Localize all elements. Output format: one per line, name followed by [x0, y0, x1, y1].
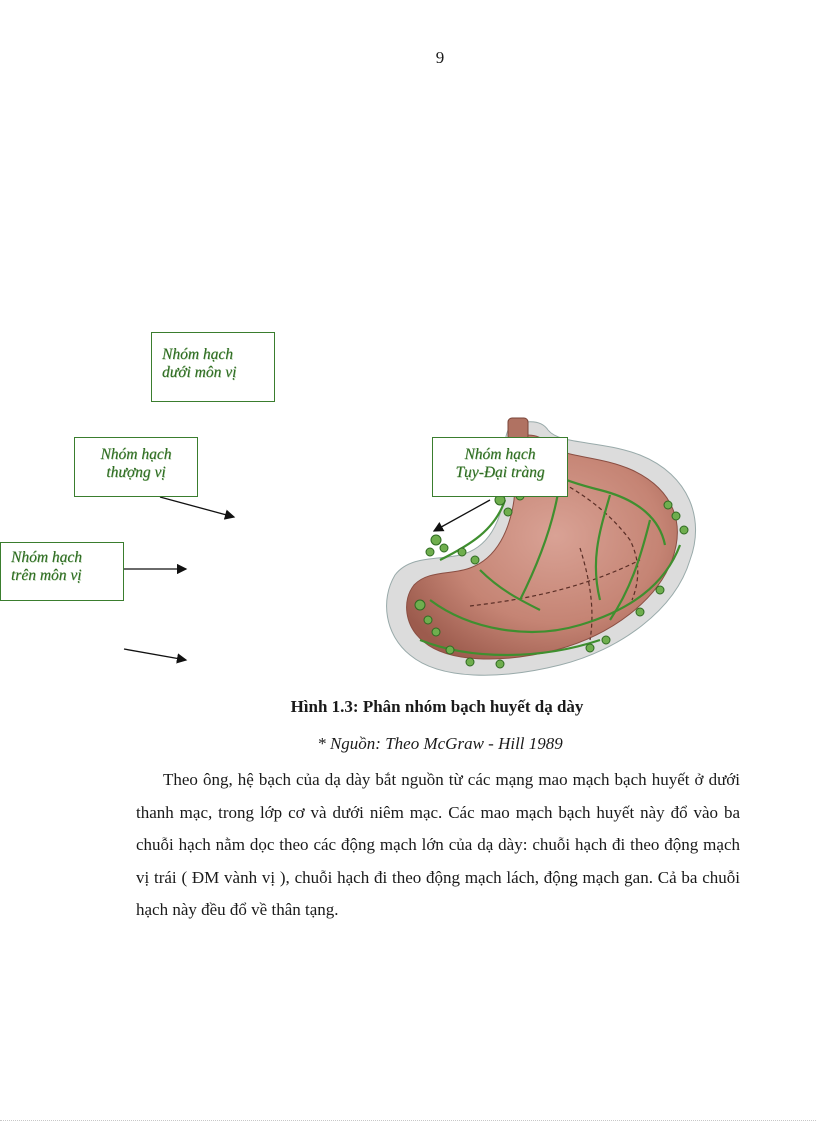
label-line-1: Nhóm hạch [100, 446, 172, 463]
label-nhom-hach-duoi-mon-vi [151, 332, 275, 402]
label-line-2: trên môn vị [11, 567, 82, 584]
label-line-1: Nhóm hạch [464, 446, 536, 463]
arrow-thuong-vi [160, 497, 234, 517]
body-paragraph: Theo ông, hệ bạch của dạ dày bắt nguồn từ các mạng mao mạch bạch huyết ở dưới thanh mạc, trong lớp cơ và dưới niêm mạc. Các mao mạch bạch huyết này đổ vào ba chuỗi hạch nằm dọc theo các động mạch lớn của dạ dày: chuỗi hạch đi theo động mạch vị trái ( ĐM vành vị ), chuỗi hạch đi theo động mạch lách, động mạch gan. Cả ba chuỗi hạch này đều đổ về thân tạng. [136, 770, 740, 919]
label-line-2: dưới môn vị [162, 364, 237, 381]
label-line-2: thượng vị [106, 464, 166, 481]
page-number: 9 [435, 48, 445, 67]
label-line-1: Nhóm hạch [11, 549, 83, 566]
figure-caption: Hình 1.3: Phân nhóm bạch huyết dạ dày [290, 697, 584, 716]
page-bottom-divider [0, 1120, 816, 1121]
arrow-duoi-mon-vi [124, 649, 186, 660]
label-nhom-hach-thuong-vi [74, 437, 198, 497]
label-line-2: Tụy-Đại tràng [455, 464, 545, 481]
figure-source: * Nguồn: Theo McGraw - Hill 1989 [317, 734, 563, 753]
arrow-tuy-dai-trang [434, 500, 490, 531]
label-nhom-hach-tren-mon-vi [0, 542, 124, 601]
label-nhom-hach-tuy-dai-trang [432, 437, 568, 497]
label-line-1: Nhóm hạch [162, 346, 234, 363]
